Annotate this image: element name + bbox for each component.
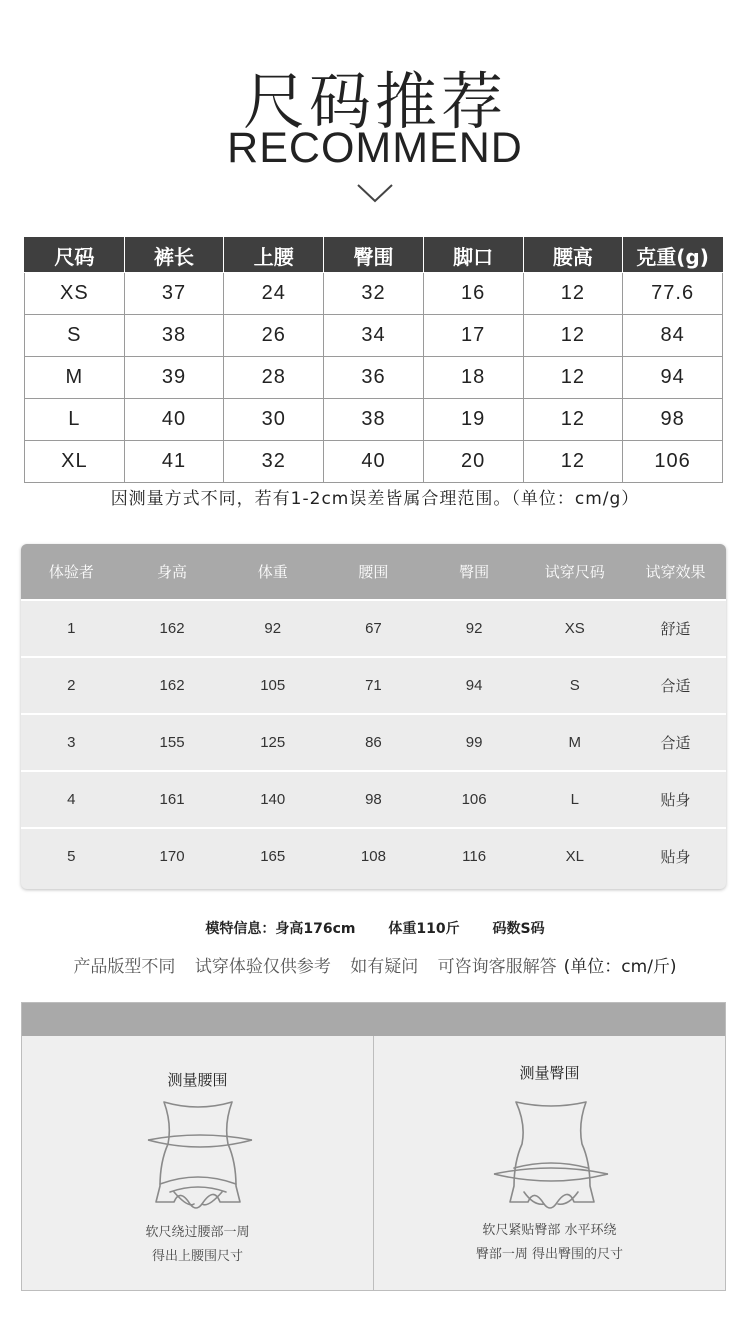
table-cell: 71 xyxy=(365,677,382,694)
table-cell: 20 xyxy=(423,441,523,483)
hip-measure-icon xyxy=(490,1096,612,1214)
waist-measure-desc-1: 软尺绕过腰部一周 xyxy=(145,1225,250,1240)
table-cell: 98 xyxy=(365,791,382,808)
table-cell: 98 xyxy=(623,399,723,441)
table-cell: 140 xyxy=(260,791,286,808)
trial-table-header xyxy=(21,544,726,599)
table-cell: 92 xyxy=(465,620,483,637)
waist-measure-panel xyxy=(22,1036,373,1291)
trial-header-cell: 试穿尺码 xyxy=(544,563,605,581)
table-cell: S xyxy=(25,315,125,357)
table-cell: 30 xyxy=(224,399,324,441)
table-cell: 99 xyxy=(465,734,483,751)
table-cell: XS xyxy=(564,620,585,637)
table-cell: 86 xyxy=(365,734,382,751)
product-note xyxy=(0,952,750,977)
table-cell: 16 xyxy=(423,273,523,315)
size-header-cell: 克重(g) xyxy=(623,238,723,273)
model-size: 码数S码 xyxy=(492,921,545,937)
table-cell: M xyxy=(25,357,125,399)
product-note-part: 如有疑问 xyxy=(350,957,419,977)
table-row xyxy=(21,713,726,770)
table-cell: 19 xyxy=(423,399,523,441)
table-cell: 38 xyxy=(124,315,224,357)
product-note-part: 试穿体验仅供参考 xyxy=(194,957,331,977)
table-cell: 1 xyxy=(67,620,76,637)
waist-measure-icon xyxy=(144,1096,256,1214)
product-note-part: 产品版型不同 xyxy=(73,957,176,977)
table-cell: XL xyxy=(25,441,125,483)
table-row xyxy=(25,315,723,357)
model-height: 模特信息：身高176cm xyxy=(205,921,356,937)
table-row xyxy=(25,441,723,483)
trial-header-cell: 体验者 xyxy=(48,563,94,581)
table-cell: M xyxy=(568,734,582,751)
size-header-cell: 腰高 xyxy=(523,238,623,273)
table-cell: XS xyxy=(25,273,125,315)
table-cell: 4 xyxy=(67,791,76,808)
table-row xyxy=(25,399,723,441)
trial-header-cell: 试穿效果 xyxy=(645,563,706,581)
table-cell: 94 xyxy=(623,357,723,399)
product-note-unit: (单位：cm/斤) xyxy=(563,957,677,977)
page-title: 尺码推荐 xyxy=(242,65,507,138)
waist-measure-desc-2: 得出上腰围尺寸 xyxy=(151,1249,243,1264)
chevron-down-icon xyxy=(357,183,393,203)
measure-guide xyxy=(21,1002,726,1291)
table-cell: 12 xyxy=(523,315,623,357)
size-note: 因测量方式不同，若有1-2cm误差皆属合理范围。（单位：cm/g） xyxy=(110,489,640,509)
table-cell: 94 xyxy=(465,677,483,694)
table-cell: 155 xyxy=(159,734,185,751)
table-cell: 161 xyxy=(159,791,185,808)
table-cell: 105 xyxy=(260,677,286,694)
table-cell: 24 xyxy=(224,273,324,315)
trial-table xyxy=(21,544,726,889)
size-header-cell: 尺码 xyxy=(25,238,125,273)
table-cell: 40 xyxy=(124,399,224,441)
table-cell: 41 xyxy=(124,441,224,483)
page-subtitle: RECOMMEND xyxy=(227,124,523,172)
table-cell: 合适 xyxy=(660,734,691,752)
table-cell: 36 xyxy=(324,357,424,399)
table-cell: 125 xyxy=(260,734,286,751)
table-row xyxy=(21,599,726,656)
table-cell: 12 xyxy=(523,441,623,483)
size-header-cell: 上腰 xyxy=(224,238,324,273)
table-cell: 贴身 xyxy=(660,848,691,866)
table-cell: 77.6 xyxy=(623,273,723,315)
product-note-part: 可咨询客服解答 xyxy=(437,957,557,977)
table-cell: 贴身 xyxy=(660,791,691,809)
table-cell: 162 xyxy=(159,677,185,694)
hip-measure-title: 测量臀围 xyxy=(519,1064,580,1082)
trial-header-cell: 腰围 xyxy=(358,563,389,581)
table-cell: 18 xyxy=(423,357,523,399)
table-cell: 106 xyxy=(461,791,487,808)
size-table xyxy=(24,237,723,483)
size-table-header xyxy=(25,238,723,273)
table-row xyxy=(21,827,726,884)
table-cell: 116 xyxy=(462,848,487,865)
table-row xyxy=(21,770,726,827)
table-cell: S xyxy=(569,677,580,694)
table-cell: 108 xyxy=(360,848,386,865)
table-row xyxy=(21,656,726,713)
table-cell: 合适 xyxy=(660,677,691,695)
table-cell: 106 xyxy=(623,441,723,483)
waist-measure-title: 测量腰围 xyxy=(167,1071,228,1089)
trial-header-cell: 体重 xyxy=(257,563,288,581)
table-cell: 32 xyxy=(324,273,424,315)
measure-header-bar xyxy=(22,1003,725,1036)
table-cell: L xyxy=(570,791,579,808)
hip-measure-panel xyxy=(374,1036,725,1291)
table-cell: 37 xyxy=(124,273,224,315)
table-cell: 38 xyxy=(324,399,424,441)
table-cell: 12 xyxy=(523,357,623,399)
size-header-cell: 裤长 xyxy=(124,238,224,273)
table-cell: 5 xyxy=(67,848,76,865)
table-cell: 92 xyxy=(264,620,282,637)
table-cell: 84 xyxy=(623,315,723,357)
table-cell: L xyxy=(25,399,125,441)
trial-header-cell: 身高 xyxy=(157,563,188,581)
table-cell: 67 xyxy=(365,620,382,637)
table-cell: 40 xyxy=(324,441,424,483)
table-cell: 165 xyxy=(260,848,286,865)
table-cell: 34 xyxy=(324,315,424,357)
table-row xyxy=(25,357,723,399)
table-cell: 12 xyxy=(523,399,623,441)
table-cell: 162 xyxy=(159,620,185,637)
hip-measure-desc-2: 臀部一周 得出臀围的尺寸 xyxy=(475,1247,624,1262)
size-header-cell: 脚口 xyxy=(423,238,523,273)
table-cell: 3 xyxy=(67,734,76,751)
model-weight: 体重110斤 xyxy=(388,921,460,937)
table-cell: 12 xyxy=(523,273,623,315)
table-cell: 28 xyxy=(224,357,324,399)
model-info xyxy=(0,918,750,938)
hip-measure-desc-1: 软尺紧贴臀部 水平环绕 xyxy=(482,1223,617,1238)
table-cell: 170 xyxy=(159,848,185,865)
table-cell: 舒适 xyxy=(660,620,691,638)
table-cell: 26 xyxy=(224,315,324,357)
table-cell: 32 xyxy=(224,441,324,483)
table-cell: XL xyxy=(565,848,584,865)
table-cell: 2 xyxy=(67,677,76,694)
trial-header-cell: 臀围 xyxy=(459,563,490,581)
table-row xyxy=(25,273,723,315)
size-header-cell: 臀围 xyxy=(324,238,424,273)
table-cell: 39 xyxy=(124,357,224,399)
table-cell: 17 xyxy=(423,315,523,357)
